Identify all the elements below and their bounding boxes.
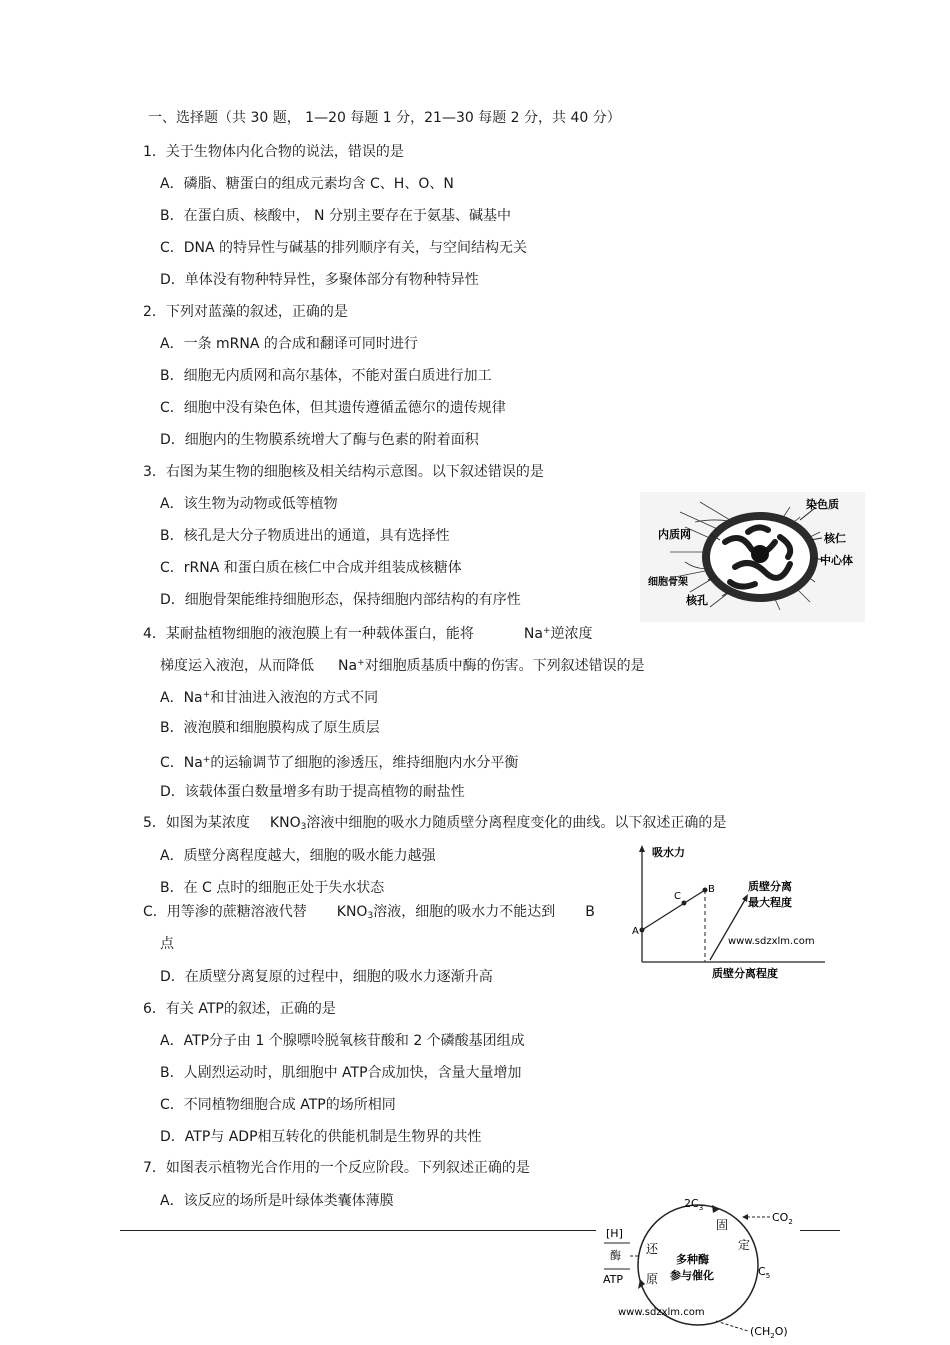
footer-rule-right bbox=[800, 1230, 840, 1231]
question-1-option-d: D．单体没有物种特异性，多聚体部分有物种特异性 bbox=[160, 272, 479, 288]
question-4-option-b: B．液泡膜和细胞膜构成了原生质层 bbox=[160, 720, 380, 736]
label-cytoskeleton: 细胞骨架 bbox=[648, 577, 688, 588]
question-3-option-b: B．核孔是大分子物质进出的通道，具有选择性 bbox=[160, 528, 450, 544]
question-2-option-a: A．一条 mRNA 的合成和翻译可同时进行 bbox=[160, 336, 418, 352]
question-6-option-a: A．ATP分子由 1 个腺嘌呤脱氧核苷酸和 2 个磷酸基团组成 bbox=[160, 1033, 525, 1049]
question-6-option-c: C．不同植物细胞合成 ATP的场所相同 bbox=[160, 1097, 396, 1113]
question-1-option-c: C．DNA 的特异性与碱基的排列顺序有关，与空间结构无关 bbox=[160, 240, 528, 256]
question-3-stem: 3．右图为某生物的细胞核及相关结构示意图。以下叙述错误的是 bbox=[143, 464, 544, 480]
question-2-option-d: D．细胞内的生物膜系统增大了酶与色素的附着面积 bbox=[160, 432, 479, 448]
question-1-option-a: A．磷脂、糖蛋白的组成元素均含 C、H、O、N bbox=[160, 176, 454, 192]
cycle-arrow-top bbox=[712, 1205, 720, 1213]
point-c-label: C bbox=[674, 891, 681, 902]
question-4-option-a: A．Na+和甘油进入液泡的方式不同 bbox=[160, 690, 379, 706]
point-a-label: A bbox=[632, 926, 639, 937]
absorption-curve-figure bbox=[620, 842, 835, 984]
label-er: 内质网 bbox=[658, 528, 691, 541]
label-pore: 核孔 bbox=[686, 594, 708, 607]
reduce-label-1: 还 bbox=[646, 1242, 659, 1256]
c5-label: $C_5$ bbox=[758, 1265, 771, 1280]
question-3-option-a: A．该生物为动物或低等植物 bbox=[160, 496, 338, 512]
question-2-option-c: C．细胞中没有染色体，但其遗传遵循孟德尔的遗传规律 bbox=[160, 400, 506, 416]
point-a-dot bbox=[640, 928, 645, 933]
max-label-line1: 质壁分离 bbox=[748, 880, 792, 893]
point-b-label: B bbox=[708, 884, 715, 895]
center-label-1: 多种酶 bbox=[676, 1253, 709, 1266]
label-centrosome: 中心体 bbox=[820, 554, 853, 567]
question-5-stem: 5．如图为某浓度 $KNO_3$溶液中细胞的吸水力随质壁分离程度变化的曲线。以下叙述正确的是 bbox=[143, 815, 727, 832]
enzyme-label: 酶 bbox=[610, 1249, 621, 1262]
c3-label: $2C_3$ bbox=[684, 1197, 704, 1212]
nucleolus-shape bbox=[751, 545, 769, 563]
question-1-stem: 1．关于生物体内化合物的说法，错误的是 bbox=[143, 144, 404, 160]
label-nucleolus: 核仁 bbox=[824, 532, 846, 545]
ch2o-label: $(CH_2O)$ bbox=[750, 1325, 788, 1340]
max-label-line2: 最大程度 bbox=[748, 896, 792, 909]
question-4-option-c: C．Na+的运输调节了细胞的渗透压，维持细胞内水分平衡 bbox=[160, 755, 519, 771]
fix-label-2: 定 bbox=[738, 1238, 751, 1252]
watermark-text: www.sdzxlm.com bbox=[728, 936, 815, 947]
reduce-label-2: 原 bbox=[646, 1272, 659, 1286]
footer-rule-left bbox=[120, 1230, 596, 1231]
question-6-stem: 6．有关 ATP的叙述，正确的是 bbox=[143, 1001, 336, 1017]
question-3-option-d: D．细胞骨架能维持细胞形态，保持细胞内部结构的有序性 bbox=[160, 592, 521, 608]
question-2-stem: 2．下列对蓝藻的叙述，正确的是 bbox=[143, 304, 348, 320]
question-5-option-a: A．质壁分离程度越大，细胞的吸水能力越强 bbox=[160, 848, 436, 864]
co2-label: $CO_2$ bbox=[772, 1211, 793, 1226]
question-5-option-c-line2: 点 bbox=[160, 936, 174, 952]
question-4-stem-line1: 4．某耐盐植物细胞的液泡膜上有一种载体蛋白，能将 Na+逆浓度 bbox=[143, 626, 593, 642]
center-label-2: 参与催化 bbox=[670, 1269, 714, 1282]
question-1-option-b: B．在蛋白质、核酸中， N 分别主要存在于氨基、碱基中 bbox=[160, 208, 511, 224]
question-5-option-b: B．在 C 点时的细胞正处于失水状态 bbox=[160, 880, 385, 896]
point-c-dot bbox=[682, 901, 687, 906]
question-6-option-b: B．人剧烈运动时，肌细胞中 ATP合成加快，含量大量增加 bbox=[160, 1065, 522, 1081]
question-6-option-d: D．ATP与 ADP相互转化的供能机制是生物界的共性 bbox=[160, 1129, 482, 1145]
co2-arrow-head bbox=[742, 1214, 748, 1220]
label-chromatin: 染色质 bbox=[806, 498, 839, 511]
question-7-option-a: A．该反应的场所是叶绿体类囊体薄膜 bbox=[160, 1193, 394, 1209]
question-4-option-d: D．该载体蛋白数量增多有助于提高植物的耐盐性 bbox=[160, 784, 465, 800]
atp-label: ATP bbox=[603, 1273, 624, 1286]
cycle-arrow-left bbox=[638, 1279, 645, 1289]
question-4-stem-line2: 梯度运入液泡，从而降低 Na+对细胞质基质中酶的伤害。下列叙述错误的是 bbox=[160, 658, 645, 674]
question-3-option-c: C．rRNA 和蛋白质在核仁中合成并组装成核糖体 bbox=[160, 560, 462, 576]
x-axis-label: 质壁分离程度 bbox=[712, 967, 778, 980]
pointer-arrow-line bbox=[710, 898, 746, 960]
h-label: [H] bbox=[606, 1227, 623, 1240]
y-axis-arrow bbox=[639, 845, 645, 852]
question-7-stem: 7．如图表示植物光合作用的一个反应阶段。下列叙述正确的是 bbox=[143, 1160, 530, 1176]
question-2-option-b: B．细胞无内质网和高尔基体，不能对蛋白质进行加工 bbox=[160, 368, 492, 384]
ch2o-arrow-line bbox=[716, 1321, 748, 1331]
question-5-option-c-line1: C．用等渗的蔗糖溶液代替 $KNO_3$溶液，细胞的吸水力不能达到 B bbox=[143, 904, 595, 921]
section-header: 一、选择题（共 30 题， 1—20 每题 1 分，21—30 每题 2 分，共 40 分） bbox=[148, 110, 621, 126]
question-5-option-d: D．在质壁分离复原的过程中，细胞的吸水力逐渐升高 bbox=[160, 969, 493, 985]
fix-label-1: 固 bbox=[716, 1218, 729, 1232]
cycle-watermark: www.sdzxlm.com bbox=[618, 1307, 705, 1318]
nucleus-figure bbox=[640, 492, 865, 622]
calvin-cycle-figure bbox=[598, 1193, 803, 1341]
y-axis-label: 吸水力 bbox=[652, 846, 685, 859]
